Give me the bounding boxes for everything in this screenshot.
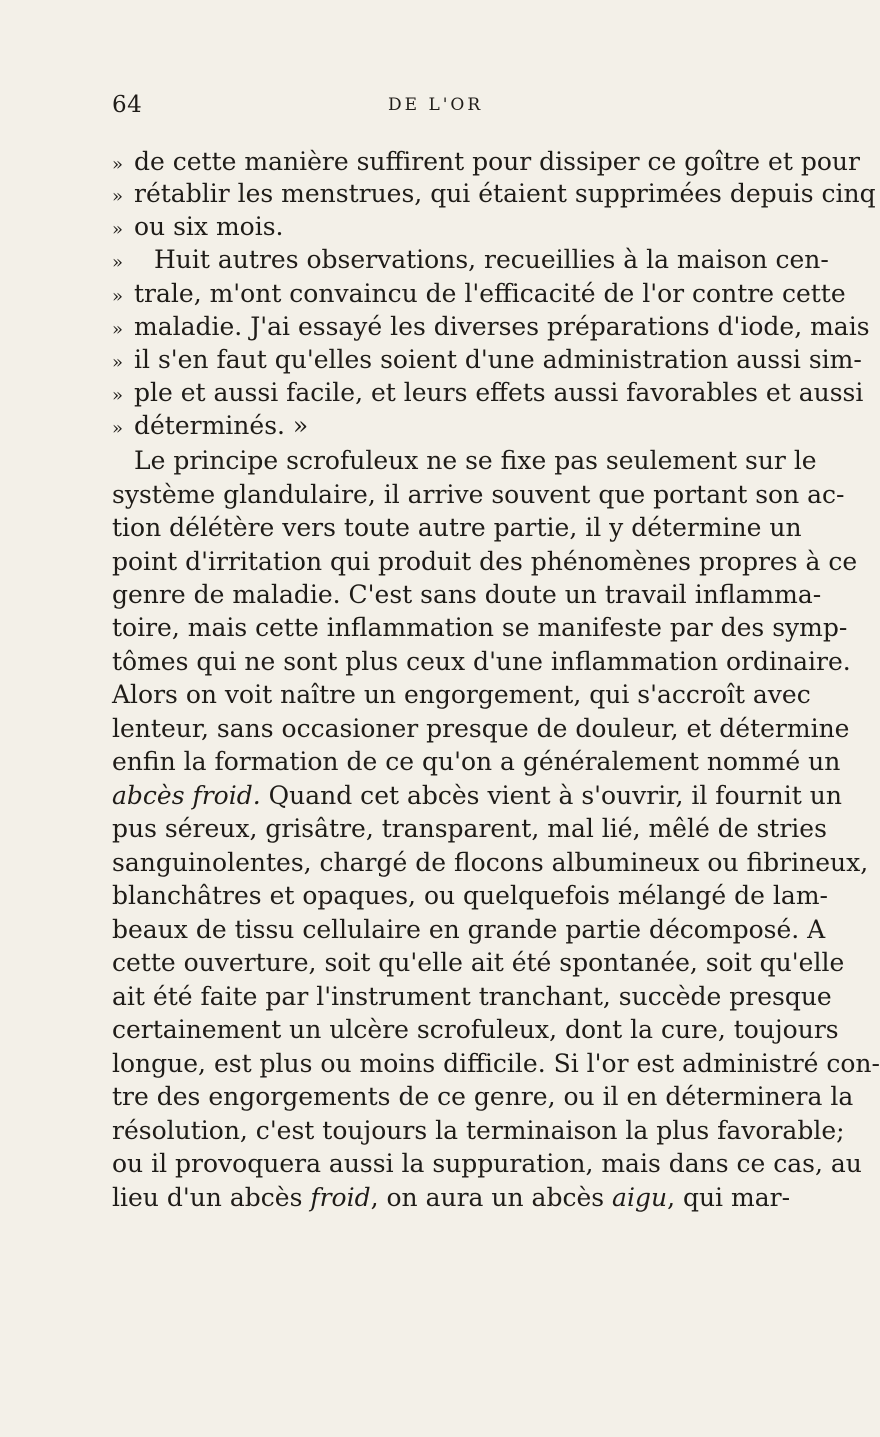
line-text: sanguinolentes, chargé de flocons albumineux ou fibrineux,: [112, 848, 869, 877]
line-text: maladie. J'ai essayé les diverses préparations d'iode, mais: [134, 312, 870, 341]
text-line: [112, 647, 851, 677]
italic-term: abcès froid.: [112, 781, 261, 810]
line-text: pus séreux, grisâtre, transparent, mal lié, mêlé de stries: [112, 814, 827, 843]
text-line: [112, 312, 870, 345]
line-text: il s'en faut qu'elles soient d'une administration aussi sim-: [134, 345, 862, 374]
text-line: [112, 881, 828, 911]
text-line: [112, 547, 858, 577]
quote-mark: »: [112, 418, 124, 439]
text-line: [112, 378, 864, 411]
quote-mark: »: [112, 385, 124, 406]
line-text: blanchâtres et opaques, ou quelquefois mélangé de lam-: [112, 881, 828, 910]
quote-mark: »: [112, 352, 124, 373]
line-text: lieu d'un abcès froid, on aura un abcès aigu, qui mar-: [112, 1183, 791, 1212]
text-line: [112, 1183, 791, 1213]
line-text: lenteur, sans occasioner presque de douleur, et détermine: [112, 714, 850, 743]
line-text: tion délétère vers toute autre partie, il y détermine un: [112, 513, 802, 542]
line-text: Alors on voit naître un engorgement, qui s'accroît avec: [112, 680, 811, 709]
quote-mark: »: [112, 154, 124, 175]
text-line: [112, 1049, 880, 1079]
text-line: [112, 747, 841, 777]
line-text: Huit autres observations, recueillies à la maison cen-: [154, 245, 829, 274]
page-number: 64: [112, 92, 143, 118]
line-text: ou il provoquera aussi la suppuration, mais dans ce cas, au: [112, 1149, 862, 1178]
line-text: déterminés. »: [134, 411, 309, 440]
quote-mark: »: [112, 252, 124, 273]
line-text: système glandulaire, il arrive souvent que portant son ac-: [112, 480, 845, 509]
line-text: résolution, c'est toujours la terminaison la plus favorable;: [112, 1116, 845, 1145]
italic-term: aigu: [612, 1183, 668, 1212]
text-line: [112, 714, 850, 744]
quote-mark: »: [112, 219, 124, 240]
text-line: [112, 613, 848, 643]
text-line: [112, 948, 845, 978]
line-text: enfin la formation de ce qu'on a généralement nommé un: [112, 747, 841, 776]
text-line: [112, 1149, 862, 1179]
text-line: [112, 147, 860, 180]
text-line: [112, 814, 827, 844]
text-line: [112, 245, 829, 278]
text-line: [112, 1015, 839, 1045]
text-line: [112, 580, 822, 610]
line-text: genre de maladie. C'est sans doute un travail inflamma-: [112, 580, 822, 609]
line-text: Le principe scrofuleux ne se fixe pas seulement sur le: [134, 446, 817, 475]
line-text: point d'irritation qui produit des phénomènes propres à ce: [112, 547, 858, 576]
text-line: [112, 480, 845, 510]
line-text: de cette manière suffirent pour dissiper ce goître et pour: [134, 147, 860, 176]
line-text: abcès froid. Quand cet abcès vient à s'ouvrir, il fournit un: [112, 781, 842, 810]
quote-mark: »: [112, 319, 124, 340]
line-text: ple et aussi facile, et leurs effets aussi favorables et aussi: [134, 378, 864, 407]
line-text: ait été faite par l'instrument tranchant, succède presque: [112, 982, 832, 1011]
running-title: DE L'OR: [388, 95, 484, 115]
text-line: [112, 345, 862, 378]
line-text: ou six mois.: [134, 212, 284, 241]
quote-mark: »: [112, 286, 124, 307]
line-text: trale, m'ont convaincu de l'efficacité de l'or contre cette: [134, 279, 846, 308]
text-line: [112, 1116, 845, 1146]
line-text: rétablir les menstrues, qui étaient supprimées depuis cinq: [134, 179, 876, 208]
text-line: [112, 848, 869, 878]
line-text: cette ouverture, soit qu'elle ait été spontanée, soit qu'elle: [112, 948, 845, 977]
line-text: tômes qui ne sont plus ceux d'une inflammation ordinaire.: [112, 647, 851, 676]
text-line: [112, 446, 817, 476]
text-line: [112, 680, 811, 710]
line-text: toire, mais cette inflammation se manifeste par des symp-: [112, 613, 848, 642]
quote-mark: »: [112, 186, 124, 207]
text-line: [112, 915, 826, 945]
text-line: [112, 781, 842, 811]
line-text: certainement un ulcère scrofuleux, dont la cure, toujours: [112, 1015, 839, 1044]
text-line: [112, 982, 832, 1012]
text-line: [112, 513, 802, 543]
line-text: beaux de tissu cellulaire en grande partie décomposé. A: [112, 915, 826, 944]
line-text: longue, est plus ou moins difficile. Si l'or est administré con-: [112, 1049, 880, 1078]
line-text: tre des engorgements de ce genre, ou il en déterminera la: [112, 1082, 854, 1111]
text-line: [112, 179, 876, 212]
italic-term: froid: [310, 1183, 371, 1212]
text-line: [112, 212, 752, 245]
text-line: [112, 1082, 854, 1112]
text-line: [112, 411, 752, 444]
text-line: [112, 279, 846, 312]
